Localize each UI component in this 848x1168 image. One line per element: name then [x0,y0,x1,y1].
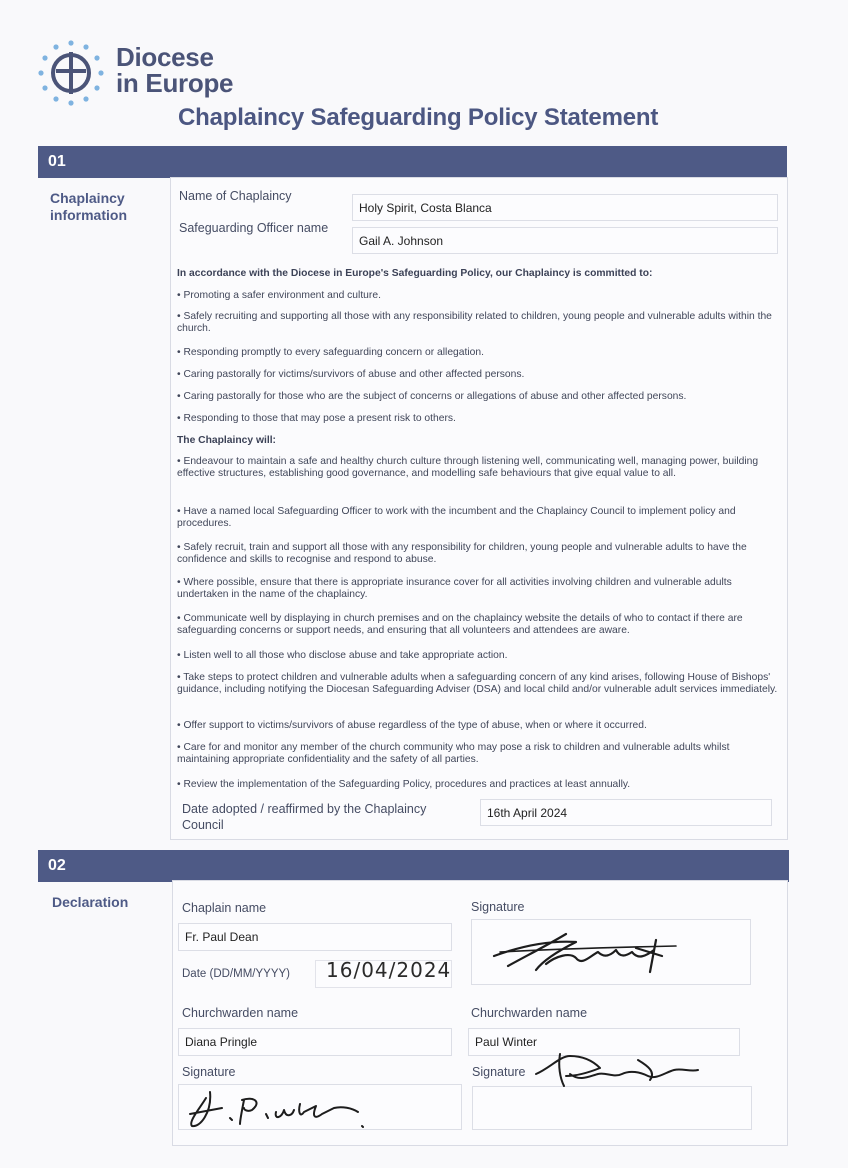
date-adopted-label-line-2: Council [182,818,224,832]
safeguarding-officer-field[interactable]: Gail A. Johnson [352,227,778,254]
churchwarden-2-field[interactable]: Paul Winter [468,1028,740,1056]
date-adopted-label [182,801,426,833]
declaration-date-handwritten: 16/04/2024 [326,958,452,982]
will-item: • Communicate well by displaying in church premises and on the chaplaincy website the details of who to contact if there are safeguarding concerns or support needs, and ensuring that all volunteers and attendees are aware. [177,613,743,637]
churchwarden-2-signature-label: Signature [472,1065,526,1079]
churchwarden-1-field[interactable]: Diana Pringle [178,1028,452,1056]
safeguarding-officer-label: Safeguarding Officer name [179,221,329,235]
will-item: • Take steps to protect children and vulnerable adults when a safeguarding concern of any kind arises, following House of Bishops' guidance, including notifying the Diocesan Safeguarding Adviser (DSA) and local child and/or vulnerable adult services immediately. [177,672,778,696]
section-02-header [38,850,789,882]
will-item: • Endeavour to maintain a safe and healthy church culture through listening well, communicating well, managing power, building effective structures, establishing good governance, and modelling safe behaviours that give equal value to all. [177,456,759,480]
page-title: Chaplaincy Safeguarding Policy Statement [178,104,659,131]
chaplaincy-name-label: Name of Chaplaincy [179,189,292,203]
section-01-label-line-2: information [50,207,127,223]
churchwarden-2-label: Churchwarden name [471,1006,588,1020]
brand-line-1: Diocese [116,42,214,72]
commitment-item: • Responding to those that may pose a present risk to others. [177,413,456,424]
will-item: • Have a named local Safeguarding Officer to work with the incumbent and the Chaplaincy Council to implement policy and procedures. [177,506,736,530]
chaplaincy-name-field[interactable]: Holy Spirit, Costa Blanca [352,194,778,221]
commitment-item: • Promoting a safer environment and culture. [177,290,381,301]
diocese-logo [36,38,106,108]
section-02-number: 02 [48,857,66,874]
date-adopted-label-line-1: Date adopted / reaffirmed by the Chaplaincy [182,802,427,816]
chaplain-name-field[interactable]: Fr. Paul Dean [178,923,452,951]
churchwarden-2-signature-image [530,1046,704,1090]
churchwarden-1-label: Churchwarden name [182,1006,299,1020]
commitment-item: • Safely recruiting and supporting all those with any responsibility related to children, young people and vulnerable adults within the church. [177,311,772,335]
will-item: • Safely recruit, train and support all those with any responsibility for children, young people and vulnerable adults to have the confidence and skills to recognise and respond to abuse. [177,542,747,566]
will-item: • Listen well to all those who disclose abuse and take appropriate action. [177,650,508,661]
chaplain-name-label: Chaplain name [182,901,267,915]
will-item: • Where possible, ensure that there is appropriate insurance cover for all activities involving children and vulnerable adults undertaken in the name of the chaplaincy. [177,577,732,601]
date-label: Date (DD/MM/YYYY) [182,968,290,980]
chaplain-signature-label: Signature [471,900,525,914]
will-item: • Offer support to victims/survivors of abuse regardless of the type of abuse, when or where it occurred. [177,720,647,731]
churchwarden-2-signature-box[interactable] [472,1086,752,1130]
commitment-item: • Responding promptly to every safeguarding concern or allegation. [177,347,484,358]
section-01-label-line-1: Chaplaincy [50,190,125,206]
section-01-number: 01 [48,153,66,170]
section-01-header [38,146,787,178]
section-02-label: Declaration [52,894,129,910]
churchwarden-1-signature-image [182,1078,382,1134]
commitment-item: • Caring pastorally for those who are the subject of concerns or allegations of abuse and other affected persons. [177,391,687,402]
commitment-intro: In accordance with the Diocese in Europe's Safeguarding Policy, our Chaplaincy is committed to: [177,268,653,279]
chaplain-signature-box[interactable] [471,919,751,985]
will-item: • Review the implementation of the Safeguarding Policy, procedures and practices at least annually. [177,779,631,790]
will-item: • Care for and monitor any member of the church community who may pose a risk to children and vulnerable adults whilst maintaining appropriate confidentiality and the safety of all parties. [177,742,730,766]
chaplain-signature-image [486,926,686,978]
commitment-item: • Caring pastorally for victims/survivors of abuse and other affected persons. [177,369,525,380]
section-01-label [50,190,127,224]
will-heading: The Chaplaincy will: [177,435,276,446]
brand-name [116,44,233,96]
churchwarden-1-signature-label: Signature [182,1065,236,1079]
brand-line-2: in Europe [116,68,234,98]
date-adopted-field[interactable]: 16th April 2024 [480,799,772,826]
